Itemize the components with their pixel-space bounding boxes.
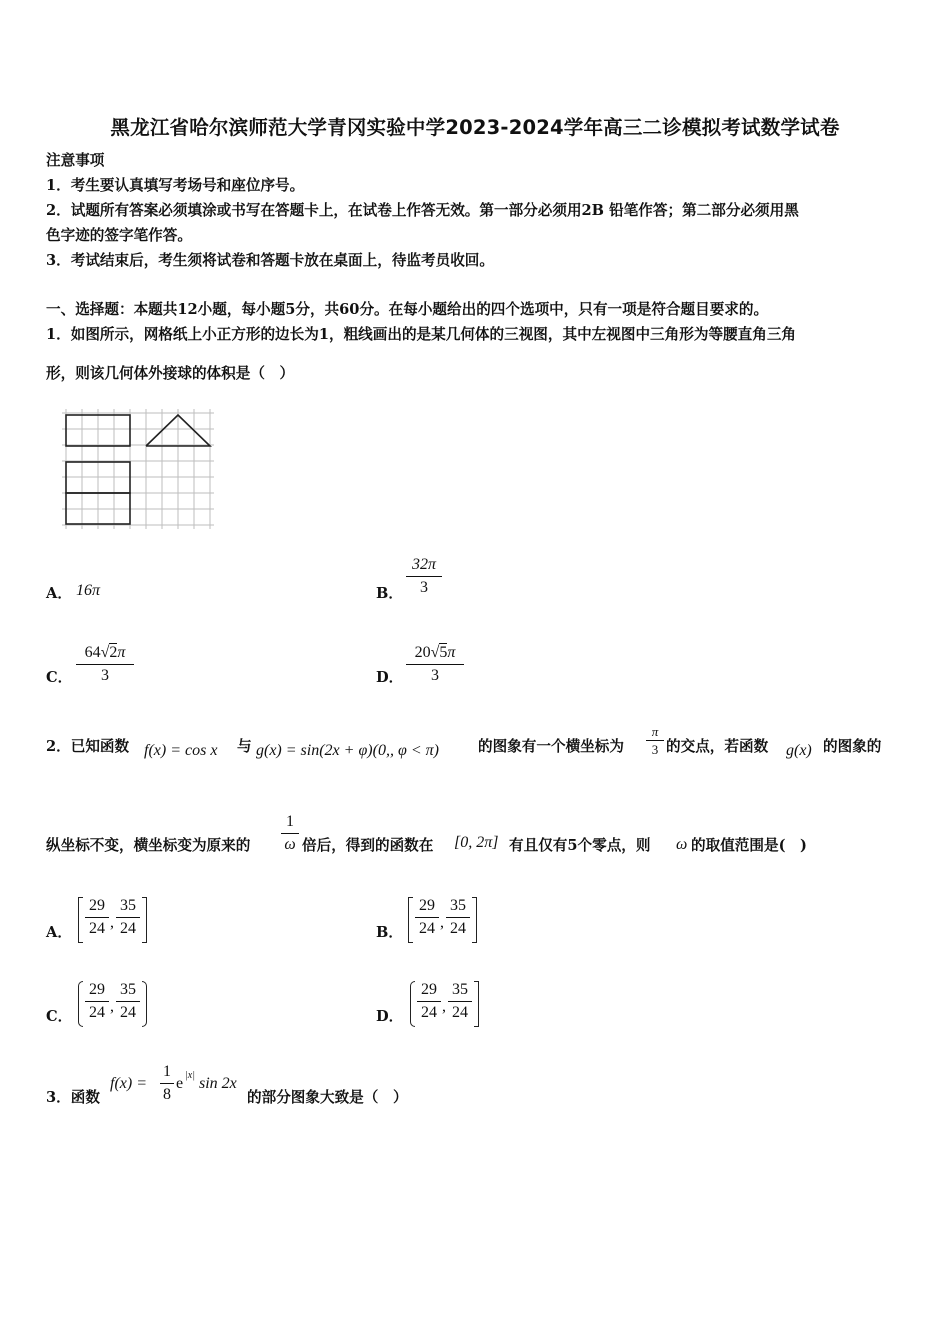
q2-option-b-label[interactable]: B．	[376, 924, 403, 941]
section-1-header: 一、选择题：本题共12小题，每小题5分，共60分。在每小题给出的四个选项中，只有一项是符合题目要求的。	[46, 301, 769, 318]
q3-exp-base: e	[176, 1075, 184, 1092]
q3-sin-part: sin 2x	[199, 1075, 237, 1092]
notice-item-3: 3．考试结束后，考生须将试卷和答题卡放在桌面上，待监考员收回。	[46, 252, 494, 269]
q2-option-d-left-paren	[410, 981, 415, 1027]
q2-option-c-separator: ,	[110, 998, 114, 1015]
q2-option-c-fraction-1: 29 24	[85, 980, 109, 1023]
q2-g-short: g(x)	[786, 742, 812, 759]
q2-option-d-label[interactable]: D．	[376, 1008, 404, 1025]
q3-text-1: 3．函数	[46, 1089, 100, 1106]
q2-g-expression: g(x) = sin(2x + φ)(0,, φ < π)	[256, 742, 439, 759]
q2-option-c-label[interactable]: C．	[46, 1008, 73, 1025]
q2-option-b-separator: ,	[440, 914, 444, 931]
q2-option-c-fraction-2: 35 24	[116, 980, 140, 1023]
notice-item-2-line-1: 2．试题所有答案必须填涂或书写在答题卡上，在试卷上作答无效。第一部分必须用2B 铅笔作答；第二部分必须用黑	[46, 202, 799, 219]
q1-option-c-label[interactable]: C．	[46, 669, 73, 686]
q2-option-c-left-paren	[78, 981, 83, 1027]
q2-x-fraction: π 3	[646, 724, 664, 757]
q2-omega-fraction: 1 ω	[281, 812, 299, 855]
q2-text-2: 与	[237, 738, 252, 755]
three-view-grid-figure	[58, 405, 218, 533]
q3-f-lhs: f(x) =	[110, 1075, 147, 1092]
q1-option-b-fraction: 32π 3	[406, 555, 442, 598]
q2-text-6: 纵坐标不变，横坐标变为原来的	[46, 837, 251, 854]
q2-option-b-fraction-2: 35 24	[446, 896, 470, 939]
q3-text-2: 的部分图象大致是（ ）	[247, 1089, 408, 1106]
q2-text-5: 的图象的	[823, 738, 882, 755]
q2-option-a-label[interactable]: A．	[46, 924, 72, 941]
q2-option-a-fraction-1: 29 24	[85, 896, 109, 939]
q2-option-a-right-bracket	[142, 897, 147, 943]
q2-text-9: 的取值范围是( )	[691, 837, 807, 854]
q1-option-c-fraction: 64√2π 3	[76, 643, 134, 686]
q1-option-d-fraction: 20√5π 3	[406, 643, 464, 686]
q2-text-3: 的图象有一个横坐标为	[478, 738, 624, 755]
q2-text-1: 2．已知函数	[46, 738, 130, 755]
q1-option-a-label[interactable]: A．	[46, 585, 72, 602]
q2-option-a-separator: ,	[110, 914, 114, 931]
q1-line-2: 形，则该几何体外接球的体积是（ ）	[46, 365, 295, 382]
q2-omega-symbol: ω	[676, 836, 688, 853]
q3-exp-power: |x|	[185, 1070, 195, 1081]
q2-option-a-left-bracket	[78, 897, 83, 943]
q2-option-b-left-bracket	[408, 897, 413, 943]
notice-heading: 注意事项	[46, 152, 105, 169]
q2-interval: [0, 2π]	[454, 834, 499, 851]
q2-option-b-right-bracket	[472, 897, 477, 943]
q2-option-d-right-bracket	[474, 981, 479, 1027]
notice-item-1: 1．考生要认真填写考场号和座位序号。	[46, 177, 305, 194]
q2-option-d-separator: ,	[442, 998, 446, 1015]
q2-option-c-right-paren	[142, 981, 147, 1027]
q2-option-d-fraction-1: 29 24	[417, 980, 441, 1023]
q2-option-a-fraction-2: 35 24	[116, 896, 140, 939]
q2-option-b-fraction-1: 29 24	[415, 896, 439, 939]
notice-item-2-line-2: 色字迹的签字笔作答。	[46, 227, 192, 244]
q1-option-d-label[interactable]: D．	[376, 669, 404, 686]
q2-text-4: 的交点，若函数	[666, 738, 769, 755]
q2-text-7: 倍后，得到的函数在	[302, 837, 434, 854]
q3-coefficient-fraction: 1 8	[160, 1062, 174, 1105]
q1-option-b-label[interactable]: B．	[376, 585, 403, 602]
q2-option-d-fraction-2: 35 24	[448, 980, 472, 1023]
q2-f-expression: f(x) = cos x	[144, 742, 218, 759]
q1-line-1: 1．如图所示，网格纸上小正方形的边长为1，粗线画出的是某几何体的三视图，其中左视图中三角形为等腰直角三角	[46, 326, 797, 343]
q1-option-a-value: 16π	[76, 582, 101, 599]
exam-title: 黑龙江省哈尔滨师范大学青冈实验中学2023-2024学年高三二诊模拟考试数学试卷	[110, 116, 840, 139]
q2-text-8: 有且仅有5个零点，则	[509, 837, 651, 854]
